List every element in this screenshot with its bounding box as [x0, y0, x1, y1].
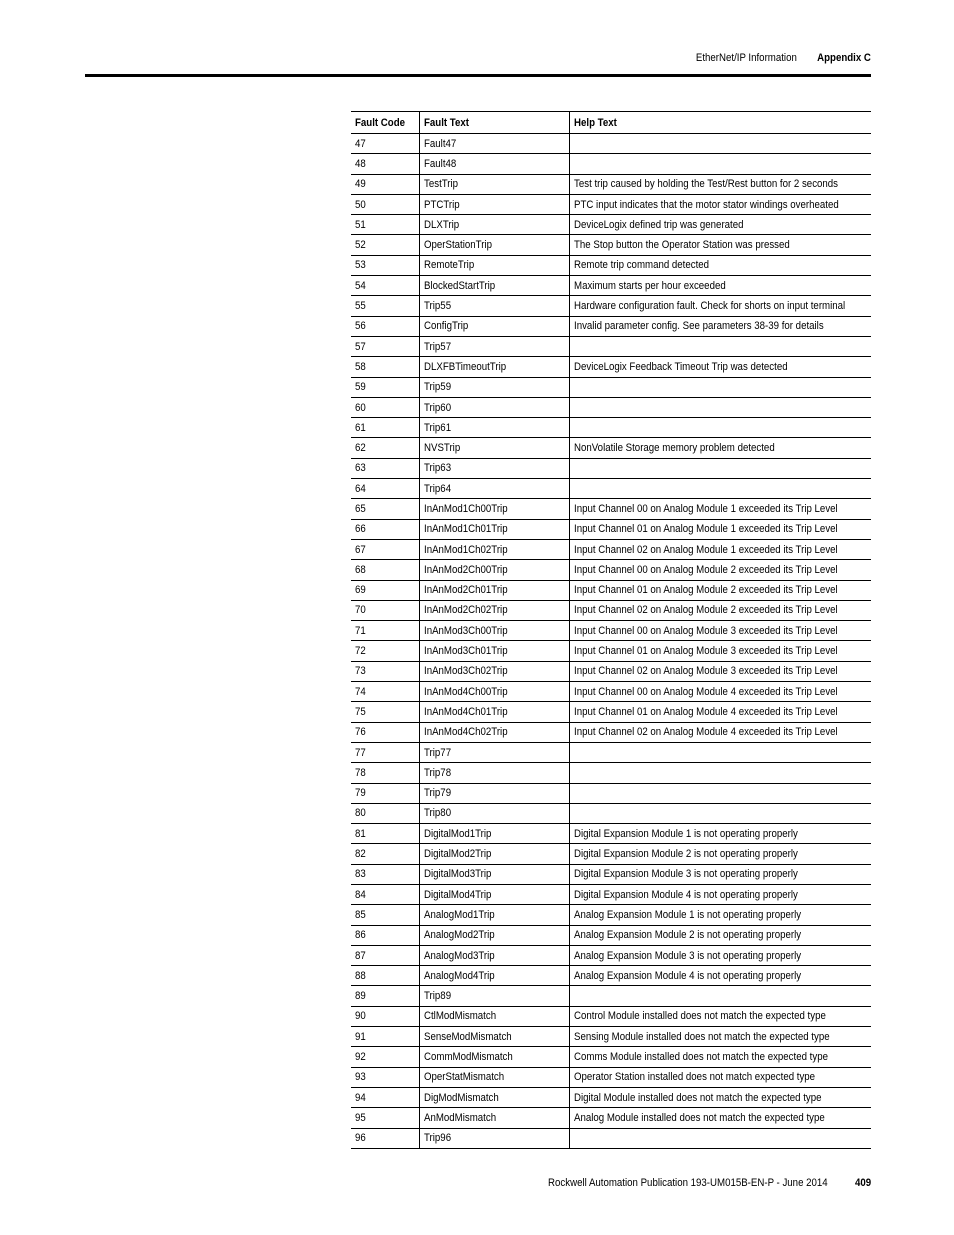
fault-code-cell: 73 [351, 661, 419, 681]
table-row [351, 682, 871, 702]
fault-text-cell: InAnMod4Ch00Trip [419, 682, 569, 702]
fault-text-cell: DigModMismatch [419, 1087, 569, 1107]
table-row [351, 1128, 871, 1148]
help-text-cell: Analog Expansion Module 1 is not operating properly [569, 905, 871, 925]
fault-text-cell: Trip57 [419, 336, 569, 356]
fault-code-cell: 66 [351, 519, 419, 539]
help-text-cell: NonVolatile Storage memory problem detected [569, 438, 871, 458]
table-row [351, 316, 871, 336]
fault-text-cell: Trip60 [419, 397, 569, 417]
fault-code-table [351, 111, 871, 1149]
help-text-cell [569, 986, 871, 1006]
fault-text-cell: InAnMod2Ch00Trip [419, 560, 569, 580]
fault-text-cell: OperStationTrip [419, 235, 569, 255]
fault-text-cell: InAnMod3Ch00Trip [419, 621, 569, 641]
help-text-cell: Input Channel 00 on Analog Module 3 exceeded its Trip Level [569, 621, 871, 641]
table-row [351, 134, 871, 154]
fault-code-cell: 60 [351, 397, 419, 417]
table-row [351, 905, 871, 925]
fault-code-cell: 55 [351, 296, 419, 316]
table-row [351, 1108, 871, 1128]
table-row [351, 742, 871, 762]
help-text-cell [569, 742, 871, 762]
help-text-cell: Input Channel 00 on Analog Module 2 exceeded its Trip Level [569, 560, 871, 580]
help-text-cell [569, 458, 871, 478]
table-row [351, 418, 871, 438]
help-text-cell [569, 783, 871, 803]
table-row [351, 722, 871, 742]
fault-code-cell: 87 [351, 945, 419, 965]
header-section-title: EtherNet/IP Information [695, 52, 797, 64]
fault-code-cell: 79 [351, 783, 419, 803]
fault-text-cell: Fault48 [419, 154, 569, 174]
table-row [351, 560, 871, 580]
table-body [351, 134, 871, 1149]
help-text-cell: Input Channel 01 on Analog Module 1 exceeded its Trip Level [569, 519, 871, 539]
fault-text-cell: InAnMod4Ch02Trip [419, 722, 569, 742]
fault-code-cell: 80 [351, 803, 419, 823]
header-appendix-label: Appendix C [817, 52, 871, 64]
fault-code-cell: 89 [351, 986, 419, 1006]
fault-text-cell: AnModMismatch [419, 1108, 569, 1128]
fault-code-cell: 59 [351, 377, 419, 397]
fault-text-cell: CtlModMismatch [419, 1006, 569, 1026]
fault-code-cell: 63 [351, 458, 419, 478]
help-text-cell [569, 154, 871, 174]
table-row [351, 1087, 871, 1107]
help-text-cell [569, 134, 871, 154]
table-row [351, 174, 871, 194]
help-text-cell: Analog Module installed does not match the expected type [569, 1108, 871, 1128]
fault-text-cell: PTCTrip [419, 194, 569, 214]
fault-text-cell: Trip89 [419, 986, 569, 1006]
fault-code-cell: 76 [351, 722, 419, 742]
fault-code-cell: 84 [351, 884, 419, 904]
help-text-cell: Input Channel 02 on Analog Module 4 exceeded its Trip Level [569, 722, 871, 742]
help-text-cell: Input Channel 01 on Analog Module 3 exceeded its Trip Level [569, 641, 871, 661]
fault-text-cell: InAnMod2Ch01Trip [419, 580, 569, 600]
fault-text-cell: Trip59 [419, 377, 569, 397]
table-row [351, 702, 871, 722]
fault-code-cell: 91 [351, 1027, 419, 1047]
fault-text-cell: Trip63 [419, 458, 569, 478]
help-text-cell: DeviceLogix Feedback Timeout Trip was detected [569, 357, 871, 377]
table-row [351, 1047, 871, 1067]
table-row [351, 844, 871, 864]
fault-code-cell: 72 [351, 641, 419, 661]
table-row [351, 479, 871, 499]
fault-code-cell: 65 [351, 499, 419, 519]
header-rule [85, 74, 871, 77]
table-row [351, 783, 871, 803]
fault-code-cell: 50 [351, 194, 419, 214]
fault-code-cell: 70 [351, 600, 419, 620]
fault-text-cell: SenseModMismatch [419, 1027, 569, 1047]
fault-code-cell: 74 [351, 682, 419, 702]
help-text-cell: DeviceLogix defined trip was generated [569, 215, 871, 235]
fault-code-cell: 83 [351, 864, 419, 884]
table-row [351, 154, 871, 174]
fault-text-cell: Trip96 [419, 1128, 569, 1148]
fault-text-cell: DigitalMod3Trip [419, 864, 569, 884]
help-text-cell: Input Channel 00 on Analog Module 1 exceeded its Trip Level [569, 499, 871, 519]
help-text-cell: Input Channel 01 on Analog Module 4 exceeded its Trip Level [569, 702, 871, 722]
help-text-cell: Input Channel 01 on Analog Module 2 exceeded its Trip Level [569, 580, 871, 600]
fault-text-cell: ConfigTrip [419, 316, 569, 336]
table-row [351, 255, 871, 275]
fault-text-cell: AnalogMod2Trip [419, 925, 569, 945]
fault-text-cell: BlockedStartTrip [419, 276, 569, 296]
table-row [351, 438, 871, 458]
help-text-cell [569, 479, 871, 499]
table-row [351, 377, 871, 397]
fault-code-cell: 69 [351, 580, 419, 600]
table-row [351, 357, 871, 377]
fault-code-cell: 56 [351, 316, 419, 336]
fault-text-cell: AnalogMod4Trip [419, 966, 569, 986]
fault-code-cell: 95 [351, 1108, 419, 1128]
fault-code-cell: 54 [351, 276, 419, 296]
table-row [351, 966, 871, 986]
fault-code-cell: 48 [351, 154, 419, 174]
fault-code-cell: 71 [351, 621, 419, 641]
help-text-cell: Maximum starts per hour exceeded [569, 276, 871, 296]
help-text-cell [569, 763, 871, 783]
fault-code-cell: 51 [351, 215, 419, 235]
table-row [351, 519, 871, 539]
table-header-row [351, 112, 871, 134]
fault-text-cell: InAnMod2Ch02Trip [419, 600, 569, 620]
help-text-cell: Hardware configuration fault. Check for shorts on input terminal [569, 296, 871, 316]
table-row [351, 661, 871, 681]
help-text-cell: Analog Expansion Module 4 is not operating properly [569, 966, 871, 986]
fault-code-cell: 75 [351, 702, 419, 722]
fault-text-cell: Trip64 [419, 479, 569, 499]
fault-text-cell: TestTrip [419, 174, 569, 194]
column-header-fault-text: Fault Text [419, 112, 569, 134]
table-row [351, 803, 871, 823]
fault-text-cell: Trip80 [419, 803, 569, 823]
fault-text-cell: InAnMod1Ch00Trip [419, 499, 569, 519]
fault-text-cell: Trip79 [419, 783, 569, 803]
fault-code-cell: 92 [351, 1047, 419, 1067]
table-row [351, 215, 871, 235]
table-row [351, 397, 871, 417]
fault-text-cell: RemoteTrip [419, 255, 569, 275]
fault-text-cell: Trip55 [419, 296, 569, 316]
fault-text-cell: InAnMod4Ch01Trip [419, 702, 569, 722]
fault-text-cell: NVSTrip [419, 438, 569, 458]
help-text-cell: Input Channel 00 on Analog Module 4 exceeded its Trip Level [569, 682, 871, 702]
fault-code-cell: 82 [351, 844, 419, 864]
table-row [351, 580, 871, 600]
fault-text-cell: InAnMod3Ch02Trip [419, 661, 569, 681]
fault-text-cell: DigitalMod4Trip [419, 884, 569, 904]
fault-text-cell: DLXFBTimeoutTrip [419, 357, 569, 377]
fault-text-cell: DigitalMod1Trip [419, 824, 569, 844]
fault-code-cell: 85 [351, 905, 419, 925]
help-text-cell: PTC input indicates that the motor stator windings overheated [569, 194, 871, 214]
column-header-help-text: Help Text [569, 112, 871, 134]
fault-text-cell: Trip78 [419, 763, 569, 783]
table-row [351, 986, 871, 1006]
help-text-cell: Input Channel 02 on Analog Module 1 exceeded its Trip Level [569, 539, 871, 559]
fault-text-cell: Trip77 [419, 742, 569, 762]
fault-code-cell: 47 [351, 134, 419, 154]
help-text-cell [569, 1128, 871, 1148]
table-row [351, 945, 871, 965]
fault-text-cell: AnalogMod1Trip [419, 905, 569, 925]
help-text-cell: Digital Expansion Module 2 is not operating properly [569, 844, 871, 864]
fault-code-cell: 81 [351, 824, 419, 844]
help-text-cell: The Stop button the Operator Station was pressed [569, 235, 871, 255]
table-row [351, 458, 871, 478]
help-text-cell: Input Channel 02 on Analog Module 2 exceeded its Trip Level [569, 600, 871, 620]
fault-text-cell: Fault47 [419, 134, 569, 154]
help-text-cell: Operator Station installed does not match expected type [569, 1067, 871, 1087]
help-text-cell: Comms Module installed does not match the expected type [569, 1047, 871, 1067]
help-text-cell: Digital Expansion Module 1 is not operating properly [569, 824, 871, 844]
fault-text-cell: DigitalMod2Trip [419, 844, 569, 864]
help-text-cell: Digital Module installed does not match the expected type [569, 1087, 871, 1107]
fault-code-cell: 52 [351, 235, 419, 255]
table-row [351, 1067, 871, 1087]
fault-code-cell: 67 [351, 539, 419, 559]
table-row [351, 763, 871, 783]
help-text-cell: Remote trip command detected [569, 255, 871, 275]
fault-text-cell: DLXTrip [419, 215, 569, 235]
table-row [351, 621, 871, 641]
table-row [351, 235, 871, 255]
help-text-cell [569, 336, 871, 356]
help-text-cell [569, 397, 871, 417]
fault-code-cell: 64 [351, 479, 419, 499]
help-text-cell: Input Channel 02 on Analog Module 3 exceeded its Trip Level [569, 661, 871, 681]
fault-text-cell: AnalogMod3Trip [419, 945, 569, 965]
help-text-cell: Analog Expansion Module 3 is not operating properly [569, 945, 871, 965]
fault-code-cell: 93 [351, 1067, 419, 1087]
fault-text-cell: InAnMod3Ch01Trip [419, 641, 569, 661]
help-text-cell [569, 418, 871, 438]
page-footer [548, 1177, 871, 1189]
fault-code-cell: 94 [351, 1087, 419, 1107]
fault-code-cell: 86 [351, 925, 419, 945]
table-row [351, 925, 871, 945]
help-text-cell: Digital Expansion Module 4 is not operating properly [569, 884, 871, 904]
fault-code-cell: 88 [351, 966, 419, 986]
table-row [351, 1027, 871, 1047]
fault-code-cell: 90 [351, 1006, 419, 1026]
table-row [351, 276, 871, 296]
fault-code-cell: 78 [351, 763, 419, 783]
fault-code-cell: 58 [351, 357, 419, 377]
help-text-cell: Invalid parameter config. See parameters 38-39 for details [569, 316, 871, 336]
fault-text-cell: InAnMod1Ch01Trip [419, 519, 569, 539]
column-header-fault-code: Fault Code [351, 112, 419, 134]
help-text-cell: Test trip caused by holding the Test/Rest button for 2 seconds [569, 174, 871, 194]
fault-code-cell: 49 [351, 174, 419, 194]
help-text-cell [569, 377, 871, 397]
table-row [351, 600, 871, 620]
help-text-cell: Sensing Module installed does not match the expected type [569, 1027, 871, 1047]
table-row [351, 296, 871, 316]
fault-code-cell: 96 [351, 1128, 419, 1148]
table-row [351, 864, 871, 884]
table-row [351, 539, 871, 559]
table-row [351, 824, 871, 844]
table-row [351, 499, 871, 519]
table-row [351, 884, 871, 904]
table-row [351, 1006, 871, 1026]
fault-code-cell: 62 [351, 438, 419, 458]
help-text-cell: Analog Expansion Module 2 is not operating properly [569, 925, 871, 945]
fault-code-cell: 68 [351, 560, 419, 580]
fault-text-cell: CommModMismatch [419, 1047, 569, 1067]
table-row [351, 336, 871, 356]
table-row [351, 641, 871, 661]
fault-text-cell: OperStatMismatch [419, 1067, 569, 1087]
help-text-cell: Digital Expansion Module 3 is not operating properly [569, 864, 871, 884]
fault-text-cell: Trip61 [419, 418, 569, 438]
fault-code-cell: 61 [351, 418, 419, 438]
page-header [696, 52, 871, 64]
fault-code-cell: 57 [351, 336, 419, 356]
footer-publication: Rockwell Automation Publication 193-UM015B-EN-P - June 2014 [547, 1177, 828, 1189]
fault-code-cell: 77 [351, 742, 419, 762]
help-text-cell: Control Module installed does not match the expected type [569, 1006, 871, 1026]
fault-code-cell: 53 [351, 255, 419, 275]
table-row [351, 194, 871, 214]
page-number: 409 [854, 1177, 871, 1189]
help-text-cell [569, 803, 871, 823]
fault-text-cell: InAnMod1Ch02Trip [419, 539, 569, 559]
